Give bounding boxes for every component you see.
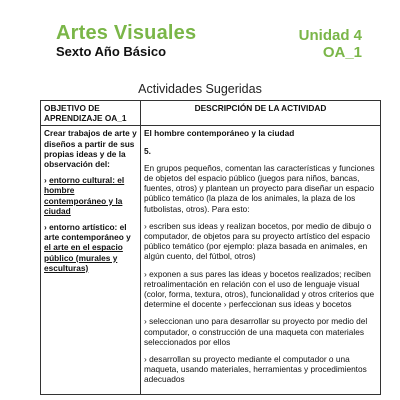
objective-bullet: › [44,175,50,186]
objective-link-cultural[interactable]: entorno cultural: el hombre contemporáneo y la ciudad [44,175,125,216]
unit-label: Unidad 4 [298,27,362,44]
objective-cell [41,126,141,394]
subject-title: Artes Visuales [56,22,197,44]
activity-cell [141,126,381,394]
objective-link-public-space[interactable]: el arte en el espacio público (murales y esculturas) [44,242,123,273]
objective-item-artistic [44,222,137,273]
table-header-row [41,101,381,126]
activity-step: › exponen a sus pares las ideas y bocetos realizados; reciben retroalimentación en relación con el uso de lenguaje visual (color, forma, textura, otros), funcionalidad y otros criterios que determine el docente › perfeccionan sus ideas y bocetos [144,268,375,310]
objective-intro: Crear trabajos de arte y diseños a partir de sus propias ideas y de la observación del: [44,128,137,170]
activity-title: El hombre contemporáneo y la ciudad [144,128,295,139]
activity-step: › escriben sus ideas y realizan bocetos, por medio de dibujo o computador, de objetos para su proyecto artístico del espacio público temático (por ejemplo: plaza basada en animales, en algún cuento, del fútbol, otros) [144,220,372,262]
section-title: Actividades Sugeridas [138,82,262,96]
objective-column-header: OBJETIVO DE APRENDIZAJE OA_1 [41,101,141,126]
grade-subtitle: Sexto Año Básico [56,44,167,59]
objective-item-cultural [44,175,137,216]
oa-label: OA_1 [322,44,362,61]
activity-paragraph: En grupos pequeños, comentan las características y funciones de objetos del espacio público (juegos para niños, bancas, fuentes, otros) y plantean un proyecto para diseñar un espacio público temático (la plaza de los animales, la plaza de los futbolistas, otros). Para esto: [144,162,375,214]
activity-column-header: DESCRIPCIÓN DE LA ACTIVIDAD [141,101,381,126]
activity-step: › seleccionan uno para desarrollar su proyecto por medio del computador, o construcción de una maqueta con materiales seleccionados por ellos [144,316,368,347]
activity-number: 5. [144,145,151,156]
activities-table [40,100,381,395]
table-row [41,126,381,394]
activity-step: › desarrollan su proyecto mediante el computador o una maqueta, usando materiales, herramientas y procedimientos adecuados [144,354,367,385]
objective-item-artistic-text: › entorno artístico: el arte contemporáneo y [44,222,131,243]
